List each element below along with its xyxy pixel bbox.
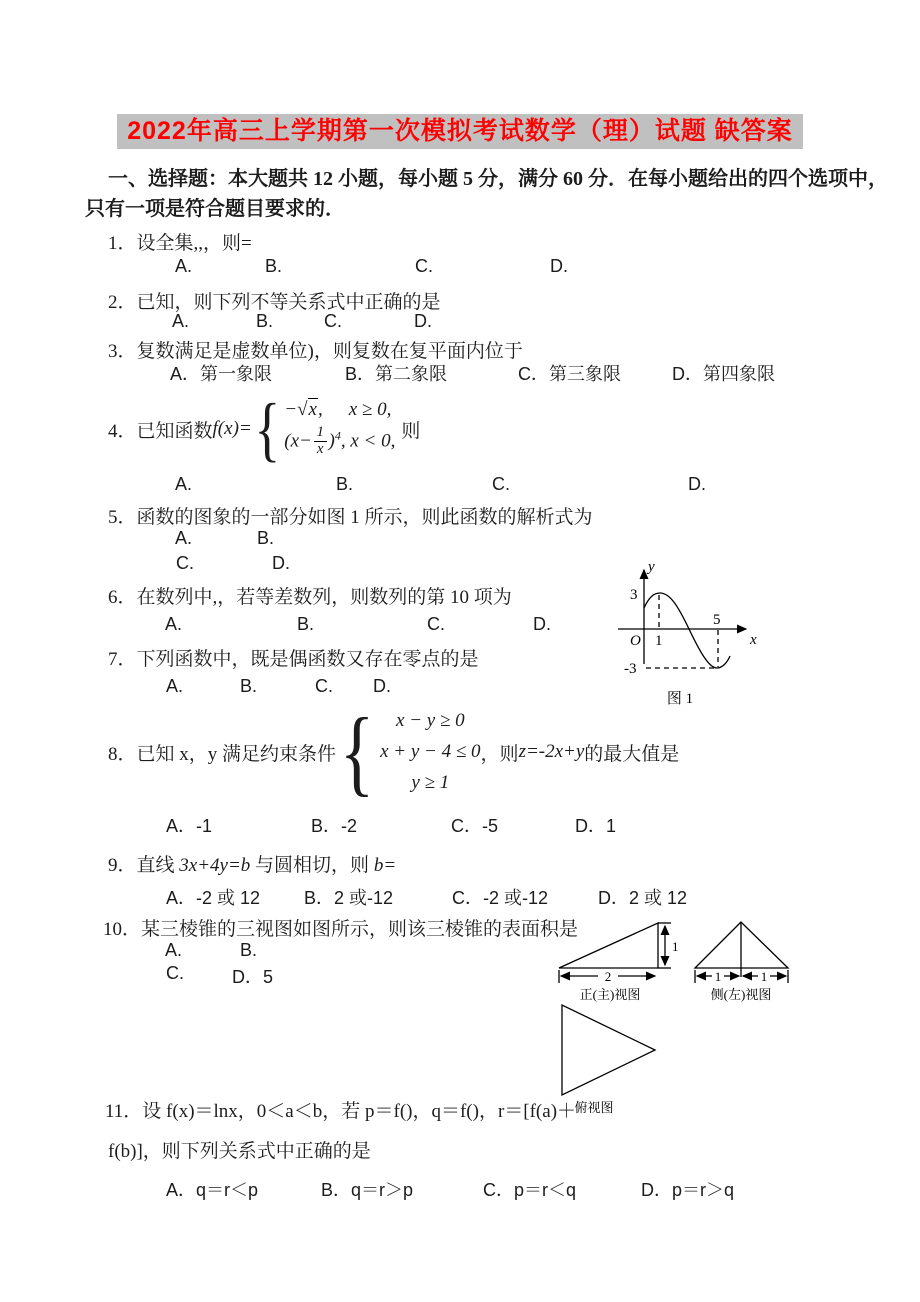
q4-options bbox=[0, 474, 920, 500]
question-4 bbox=[108, 388, 420, 470]
y-axis-label: y bbox=[648, 559, 655, 575]
question-5 bbox=[108, 502, 593, 529]
side-left-label: 1 bbox=[714, 969, 722, 984]
fraction-numerator: 1 bbox=[316, 424, 324, 441]
question-2 bbox=[108, 287, 441, 314]
q9-option-b: B．2 或-12 bbox=[304, 888, 394, 908]
section-intro-line2: 只有一项是符合题目要求的． bbox=[85, 198, 345, 220]
q11-options bbox=[0, 1176, 920, 1202]
q1-text: 设全集,,，则= bbox=[136, 233, 252, 254]
radicand: x bbox=[308, 399, 317, 421]
q4-option-d: D. bbox=[688, 474, 706, 494]
q7-text: 下列函数中，既是偶函数又存在零点的是 bbox=[136, 649, 479, 670]
q2-options bbox=[0, 311, 920, 337]
paren-close: ) bbox=[328, 430, 335, 452]
q3-number: 3． bbox=[108, 341, 137, 362]
q8-constraint-3: y ≥ 1 bbox=[411, 772, 450, 793]
q8-suffix-tail: 的最大值是 bbox=[584, 743, 680, 765]
max-x-label: 1 bbox=[655, 633, 663, 649]
exponent: 4 bbox=[334, 428, 341, 443]
q9-option-a: A．-2 或 12 bbox=[166, 888, 261, 908]
question-10 bbox=[103, 914, 578, 941]
q10-text: 某三棱锥的三视图如图所示，则该三棱锥的表面积是 bbox=[141, 919, 579, 940]
q3-text: 复数满足是虚数单位)，则复数在复平面内位于 bbox=[136, 341, 523, 362]
q9-unknown: b= bbox=[373, 855, 397, 876]
q9-option-d: D．2 或 12 bbox=[598, 888, 688, 908]
page-title: 2022年高三上学期第一次模拟考试数学（理）试题 缺答案 bbox=[117, 114, 803, 149]
q2-option-b: B. bbox=[256, 311, 274, 331]
q10-option-b: B. bbox=[240, 940, 258, 960]
question-6 bbox=[108, 582, 512, 609]
q8-constraints bbox=[380, 710, 480, 794]
section-intro-line1: 一、选择题：本大题共 12 小题，每小题 5 分，满分 60 分．在每小题给出的四个选项中， bbox=[108, 168, 888, 190]
top-view-triangle bbox=[562, 1005, 655, 1095]
question-11-line1 bbox=[105, 1096, 576, 1123]
side-right-label: 1 bbox=[760, 969, 768, 984]
q2-number: 2． bbox=[108, 292, 137, 313]
q11-text-line2: f(b)]，则下列关系式中正确的是 bbox=[108, 1141, 371, 1162]
q2-option-a: A. bbox=[172, 311, 190, 331]
q7-number: 7． bbox=[108, 649, 137, 670]
question-9 bbox=[108, 850, 396, 877]
q8-option-b: B．-2 bbox=[311, 816, 358, 836]
q6-option-b: B. bbox=[297, 614, 315, 634]
side-view-label: 侧(左)视图 bbox=[710, 987, 772, 1002]
front-height-label: 1 bbox=[672, 939, 679, 954]
q6-options bbox=[0, 614, 920, 640]
q2-option-c: C. bbox=[324, 311, 342, 331]
q7-option-d: D. bbox=[373, 676, 391, 696]
q4-cases bbox=[284, 399, 395, 459]
q10-option-c: C. bbox=[166, 963, 184, 983]
q1-option-a: A. bbox=[175, 256, 193, 276]
radical-sign: √ bbox=[297, 399, 308, 421]
q4-fx: f(x)= bbox=[212, 418, 252, 439]
q6-option-a: A. bbox=[165, 614, 183, 634]
max-value-label: 3 bbox=[630, 587, 638, 603]
origin-label: O bbox=[630, 633, 641, 649]
paren-open: (x− bbox=[284, 430, 312, 452]
q3-options bbox=[0, 360, 920, 386]
q7-option-b: B. bbox=[240, 676, 258, 696]
figure-1-graph bbox=[612, 556, 764, 708]
q8-constraint-1: x − y ≥ 0 bbox=[396, 710, 465, 731]
q11-option-a: A．q＝r＜p bbox=[166, 1180, 259, 1200]
q5-options-row1 bbox=[0, 528, 920, 554]
q8-suffix: ，则 bbox=[480, 743, 519, 765]
q7-option-c: C. bbox=[315, 676, 333, 696]
q3-option-d: D．第四象限 bbox=[672, 364, 775, 384]
top-view-label: 俯视图 bbox=[574, 1100, 614, 1115]
minus-sign: − bbox=[284, 399, 298, 421]
title-row bbox=[0, 114, 920, 149]
q8-number: 8． bbox=[108, 743, 137, 765]
q11-number: 11． bbox=[105, 1101, 143, 1122]
q8-options bbox=[0, 812, 920, 838]
q9-option-c: C．-2 或-12 bbox=[452, 888, 549, 908]
q2-option-d: D. bbox=[414, 311, 432, 331]
q11-text-line1: 设 f(x)＝lnx，0＜a＜b，若 p＝f()，q＝f()，r＝[f(a)＋ bbox=[142, 1101, 577, 1122]
q4-cond-2: , x < 0, bbox=[340, 430, 396, 452]
min-value-label: -3 bbox=[624, 661, 637, 677]
q8-option-a: A．-1 bbox=[166, 816, 213, 836]
q8-option-c: C．-5 bbox=[451, 816, 499, 836]
q5-option-c: C. bbox=[176, 553, 194, 573]
q5-option-b: B. bbox=[257, 528, 275, 548]
q4-number: 4． bbox=[108, 420, 137, 442]
q1-option-c: C. bbox=[415, 256, 433, 276]
min-x-label: 5 bbox=[713, 612, 721, 628]
q2-text: 已知，则下列不等关系式中正确的是 bbox=[136, 292, 441, 313]
q10-option-a: A. bbox=[165, 940, 183, 960]
q4-brace: { bbox=[254, 388, 280, 469]
q7-options bbox=[0, 676, 920, 702]
q9-line-equation: 3x+4y=b bbox=[179, 855, 251, 876]
front-view-triangle bbox=[559, 923, 658, 968]
q8-objective: z=-2x+y bbox=[518, 741, 585, 762]
q5-option-a: A. bbox=[175, 528, 193, 548]
x-axis-label: x bbox=[750, 632, 757, 648]
q8-lead: 已知 x，y 满足约束条件 bbox=[136, 743, 337, 765]
q8-constraint-2: x + y − 4 ≤ 0 bbox=[380, 741, 481, 762]
q6-number: 6． bbox=[108, 587, 137, 608]
q3-option-b: B．第二象限 bbox=[345, 364, 448, 384]
q4-option-a: A. bbox=[175, 474, 193, 494]
q6-option-c: C. bbox=[427, 614, 445, 634]
q5-option-d: D. bbox=[272, 553, 290, 573]
q11-option-c: C．p＝r＜q bbox=[483, 1180, 577, 1200]
q1-options bbox=[0, 256, 920, 282]
q3-option-a: A．第一象限 bbox=[170, 364, 273, 384]
q4-case-1 bbox=[284, 399, 395, 421]
fraction-denominator: x bbox=[314, 441, 327, 458]
q1-option-b: B. bbox=[265, 256, 283, 276]
three-views-diagram bbox=[548, 915, 804, 1005]
q8-brace: { bbox=[339, 697, 375, 805]
question-11-line2 bbox=[108, 1136, 371, 1163]
q11-option-b: B．q＝r＞p bbox=[321, 1180, 414, 1200]
comma: , bbox=[317, 399, 323, 421]
q11-option-d: D．p＝r＞q bbox=[641, 1180, 735, 1200]
q6-text: 在数列中,，若等差数列，则数列的第 10 项为 bbox=[136, 587, 512, 608]
q4-cond-1: x ≥ 0, bbox=[348, 399, 392, 421]
q8-option-d: D．1 bbox=[575, 816, 617, 836]
q10-number: 10． bbox=[103, 919, 142, 940]
q7-option-a: A. bbox=[166, 676, 184, 696]
q4-case-2 bbox=[284, 426, 395, 459]
q5-number: 5． bbox=[108, 507, 137, 528]
front-view-label: 正(主)视图 bbox=[579, 987, 641, 1002]
front-width-label: 2 bbox=[604, 969, 612, 984]
question-8 bbox=[108, 697, 680, 805]
question-1 bbox=[108, 228, 252, 255]
q9-options bbox=[0, 884, 920, 910]
q10-option-d: D．5 bbox=[232, 967, 274, 987]
q4-option-b: B. bbox=[336, 474, 354, 494]
q4-option-c: C. bbox=[492, 474, 510, 494]
q3-option-c: C．第三象限 bbox=[518, 364, 621, 384]
q9-number: 9． bbox=[108, 855, 137, 876]
q6-option-d: D. bbox=[533, 614, 551, 634]
q1-option-d: D. bbox=[550, 256, 568, 276]
q9-text-1: 直线 bbox=[136, 855, 180, 876]
curve bbox=[644, 593, 730, 668]
fraction bbox=[314, 425, 327, 458]
q9-text-2: 与圆相切，则 bbox=[250, 855, 374, 876]
question-3 bbox=[108, 336, 523, 363]
q4-lead: 已知函数 bbox=[136, 420, 213, 442]
question-7 bbox=[108, 644, 479, 671]
figure-1-caption: 图 1 bbox=[666, 691, 694, 707]
q4-then: 则 bbox=[401, 420, 421, 442]
q1-number: 1． bbox=[108, 233, 137, 254]
q5-text: 函数的图象的一部分如图 1 所示，则此函数的解析式为 bbox=[136, 507, 593, 528]
q5-options-row2 bbox=[0, 553, 920, 579]
